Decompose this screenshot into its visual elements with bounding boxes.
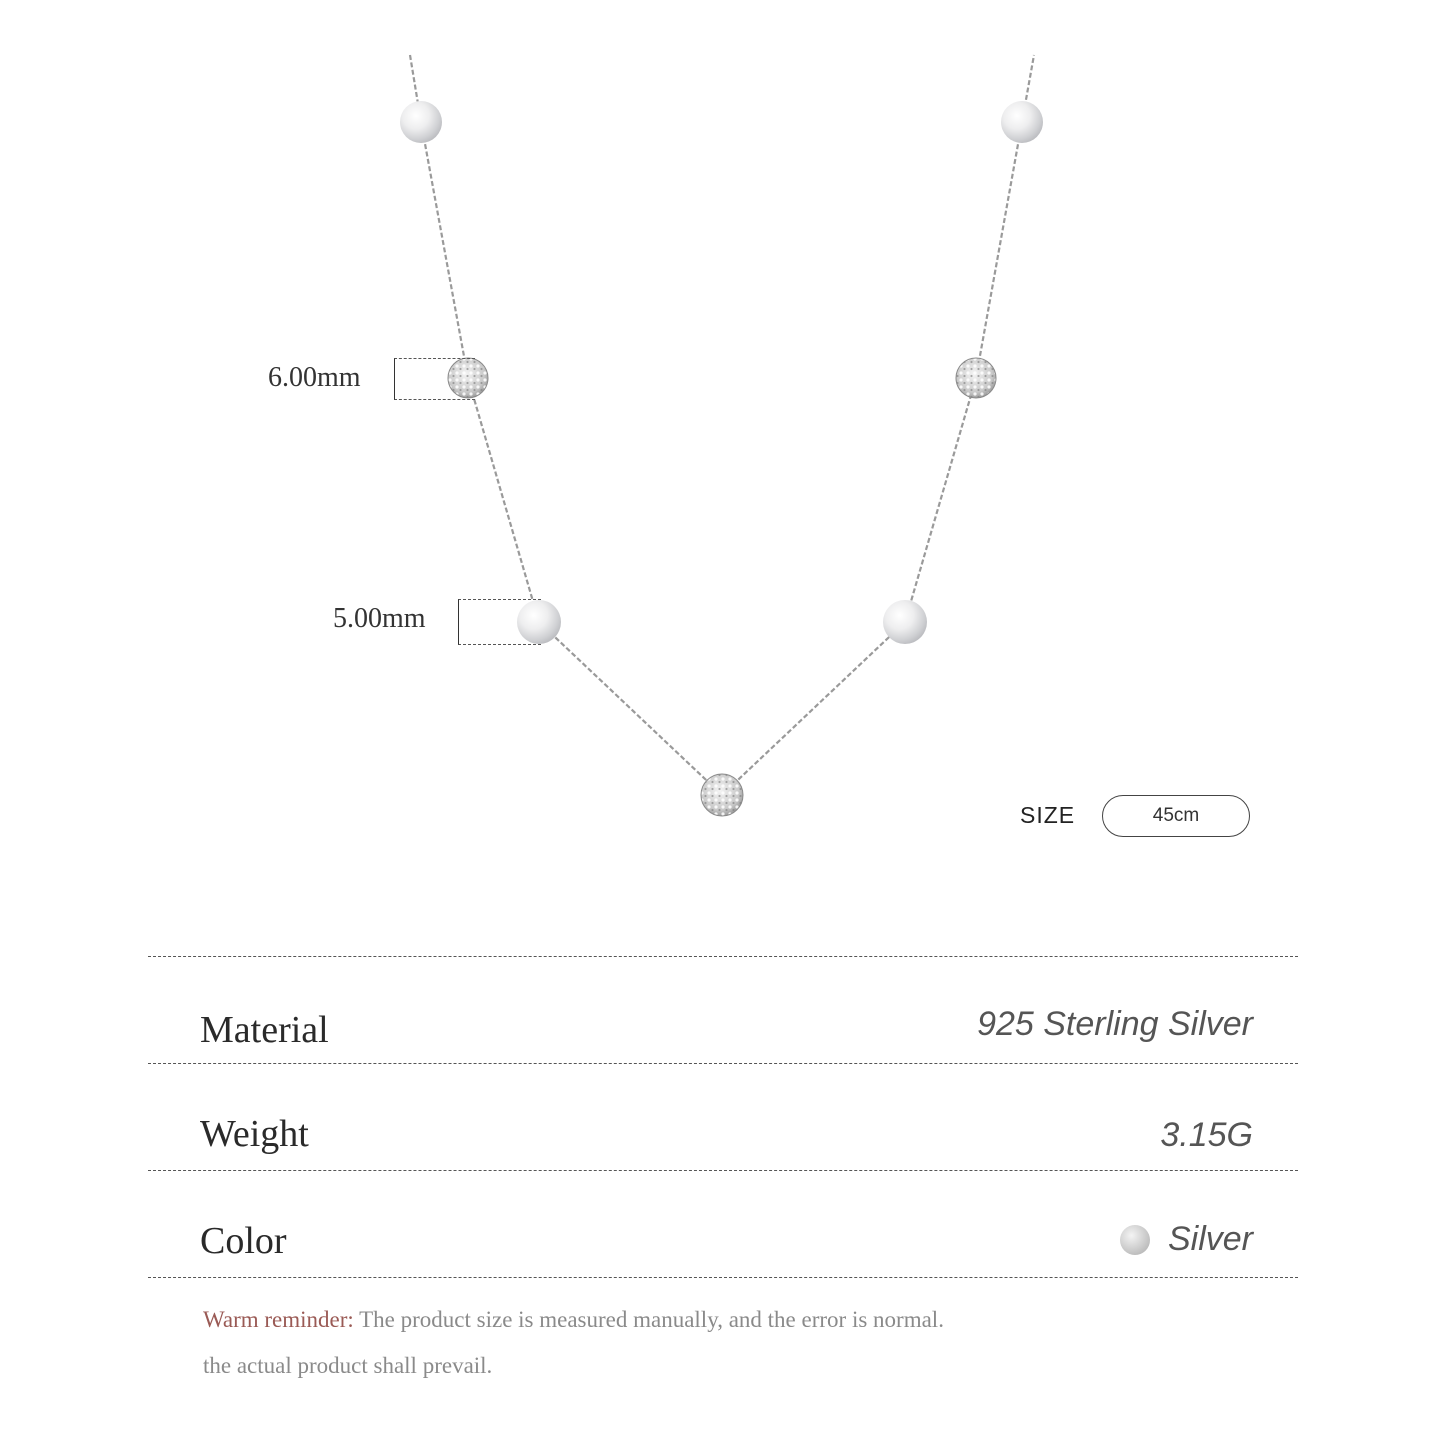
crystal-size-bracket [394,358,475,400]
color-value-text: Silver [1167,1220,1253,1258]
material-value [977,1005,1253,1044]
size-option-button[interactable]: 45cm [1102,795,1250,837]
chain [410,55,1034,795]
crystal-ball-bead [956,358,996,398]
pearl-bead [883,600,927,644]
weight-value-text: 3.15G [1160,1116,1253,1154]
color-label: Color [200,1220,287,1262]
pearl-size-label: 5.00mm [333,603,426,634]
material-label: Material [200,1009,329,1051]
divider [148,1170,1298,1171]
pearl-bead [1001,101,1043,143]
reminder-line-2: the actual product shall prevail. [203,1353,493,1378]
pearl-size-bracket [458,599,541,645]
divider [148,1063,1298,1064]
reminder-text: The product size is measured manually, and the error is normal. [359,1307,944,1332]
pearl-bead [400,101,442,143]
crystal-size-label: 6.00mm [268,362,361,393]
reminder-prefix: Warm reminder: [203,1307,354,1332]
color-value [1120,1220,1253,1259]
divider [148,956,1298,957]
size-label: SIZE [1020,802,1076,828]
reminder-line-1 [203,1307,944,1333]
silver-swatch-icon [1120,1225,1150,1255]
material-value-text: 925 Sterling Silver [977,1005,1253,1043]
weight-value [1160,1116,1253,1155]
weight-label: Weight [200,1113,309,1155]
divider [148,1277,1298,1278]
crystal-ball-bead [701,774,743,816]
